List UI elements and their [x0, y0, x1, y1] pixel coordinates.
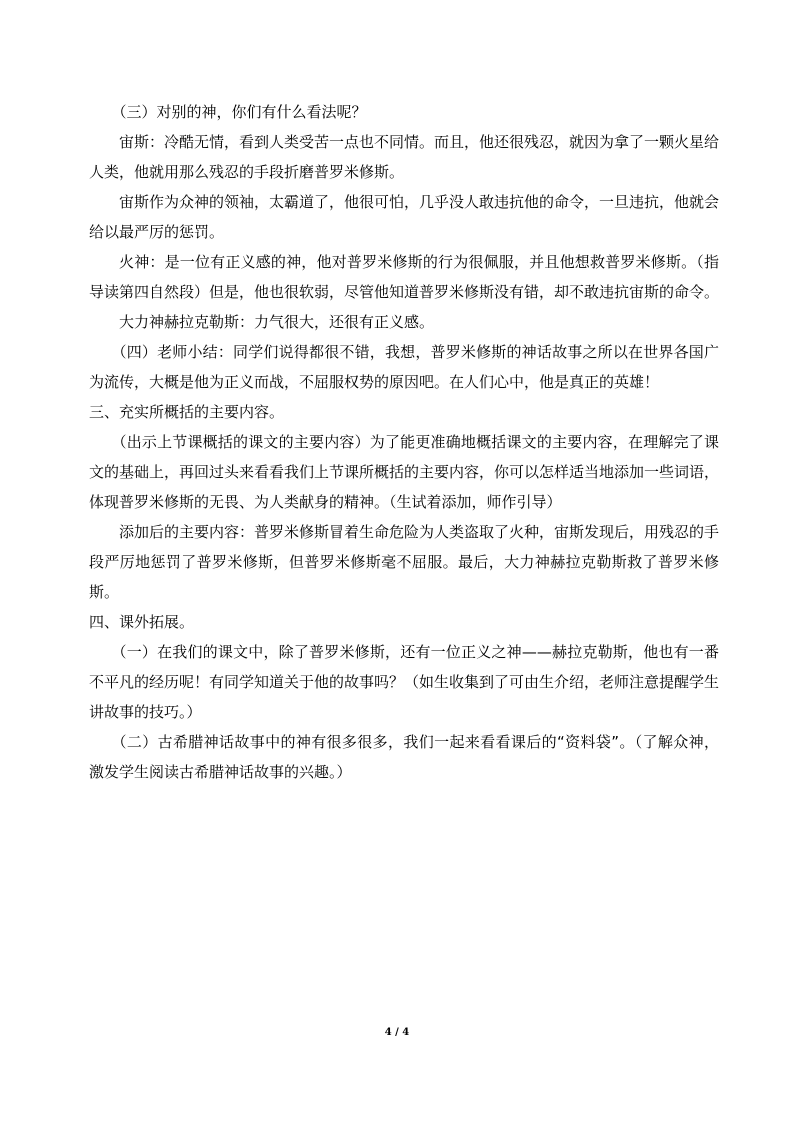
paragraph: （一）在我们的课文中，除了普罗米修斯，还有一位正义之神——赫拉克勒斯，他也有一番不平凡的经历呢！有同学知道关于他的故事吗？（如生收集到了可由生介绍，老师注意提醒学生讲故事的技巧。） [89, 643, 720, 721]
paragraph: （出示上节课概括的课文的主要内容）为了能更准确地概括课文的主要内容，在理解完了课文的基础上，再回过头来看看我们上节课所概括的主要内容，你可以怎样适当地添加一些词语，体现普罗米修斯的无畏、为人类献身的精神。（生试着添加，师作引导） [89, 433, 720, 511]
page-number: 4 / 4 [384, 1027, 410, 1038]
paragraph: 宙斯作为众神的领袖，太霸道了，他很可怕，几乎没人敢违抗他的命令，一旦违抗，他就会给以最严厉的惩罚。 [89, 193, 720, 241]
paragraph: 火神：是一位有正义感的神，他对普罗米修斯的行为很佩服，并且他想救普罗米修斯。（指导读第四自然段）但是，他也很软弱，尽管他知道普罗米修斯没有错，却不敢违抗宙斯的命令。 [89, 253, 720, 301]
section-heading: 三、充实所概括的主要内容。 [89, 403, 285, 421]
paragraph: 宙斯：冷酷无情，看到人类受苦一点也不同情。而且，他还很残忍，就因为拿了一颗火星给人类，他就用那么残忍的手段折磨普罗米修斯。 [89, 133, 720, 181]
paragraph: （三）对别的神，你们有什么看法呢？ [111, 103, 367, 121]
paragraph: （四）老师小结：同学们说得都很不错，我想，普罗米修斯的神话故事之所以在世界各国广为流传，大概是他为正义而战，不屈服权势的原因吧。在人们心中，他是真正的英雄！ [89, 343, 719, 391]
paragraph: （二）古希腊神话故事中的神有很多很多，我们一起来看看课后的“资料袋”。（了解众神，激发学生阅读古希腊神话故事的兴趣。） [89, 733, 719, 781]
document-body [89, 97, 719, 787]
paragraph: 大力神赫拉克勒斯：力气很大，还很有正义感。 [119, 313, 435, 331]
section-heading: 四、课外拓展。 [89, 613, 195, 631]
paragraph: 添加后的主要内容：普罗米修斯冒着生命危险为人类盗取了火种，宙斯发现后，用残忍的手段严厉地惩罚了普罗米修斯，但普罗米修斯毫不屈服。最后，大力神赫拉克勒斯救了普罗米修斯。 [89, 523, 720, 601]
